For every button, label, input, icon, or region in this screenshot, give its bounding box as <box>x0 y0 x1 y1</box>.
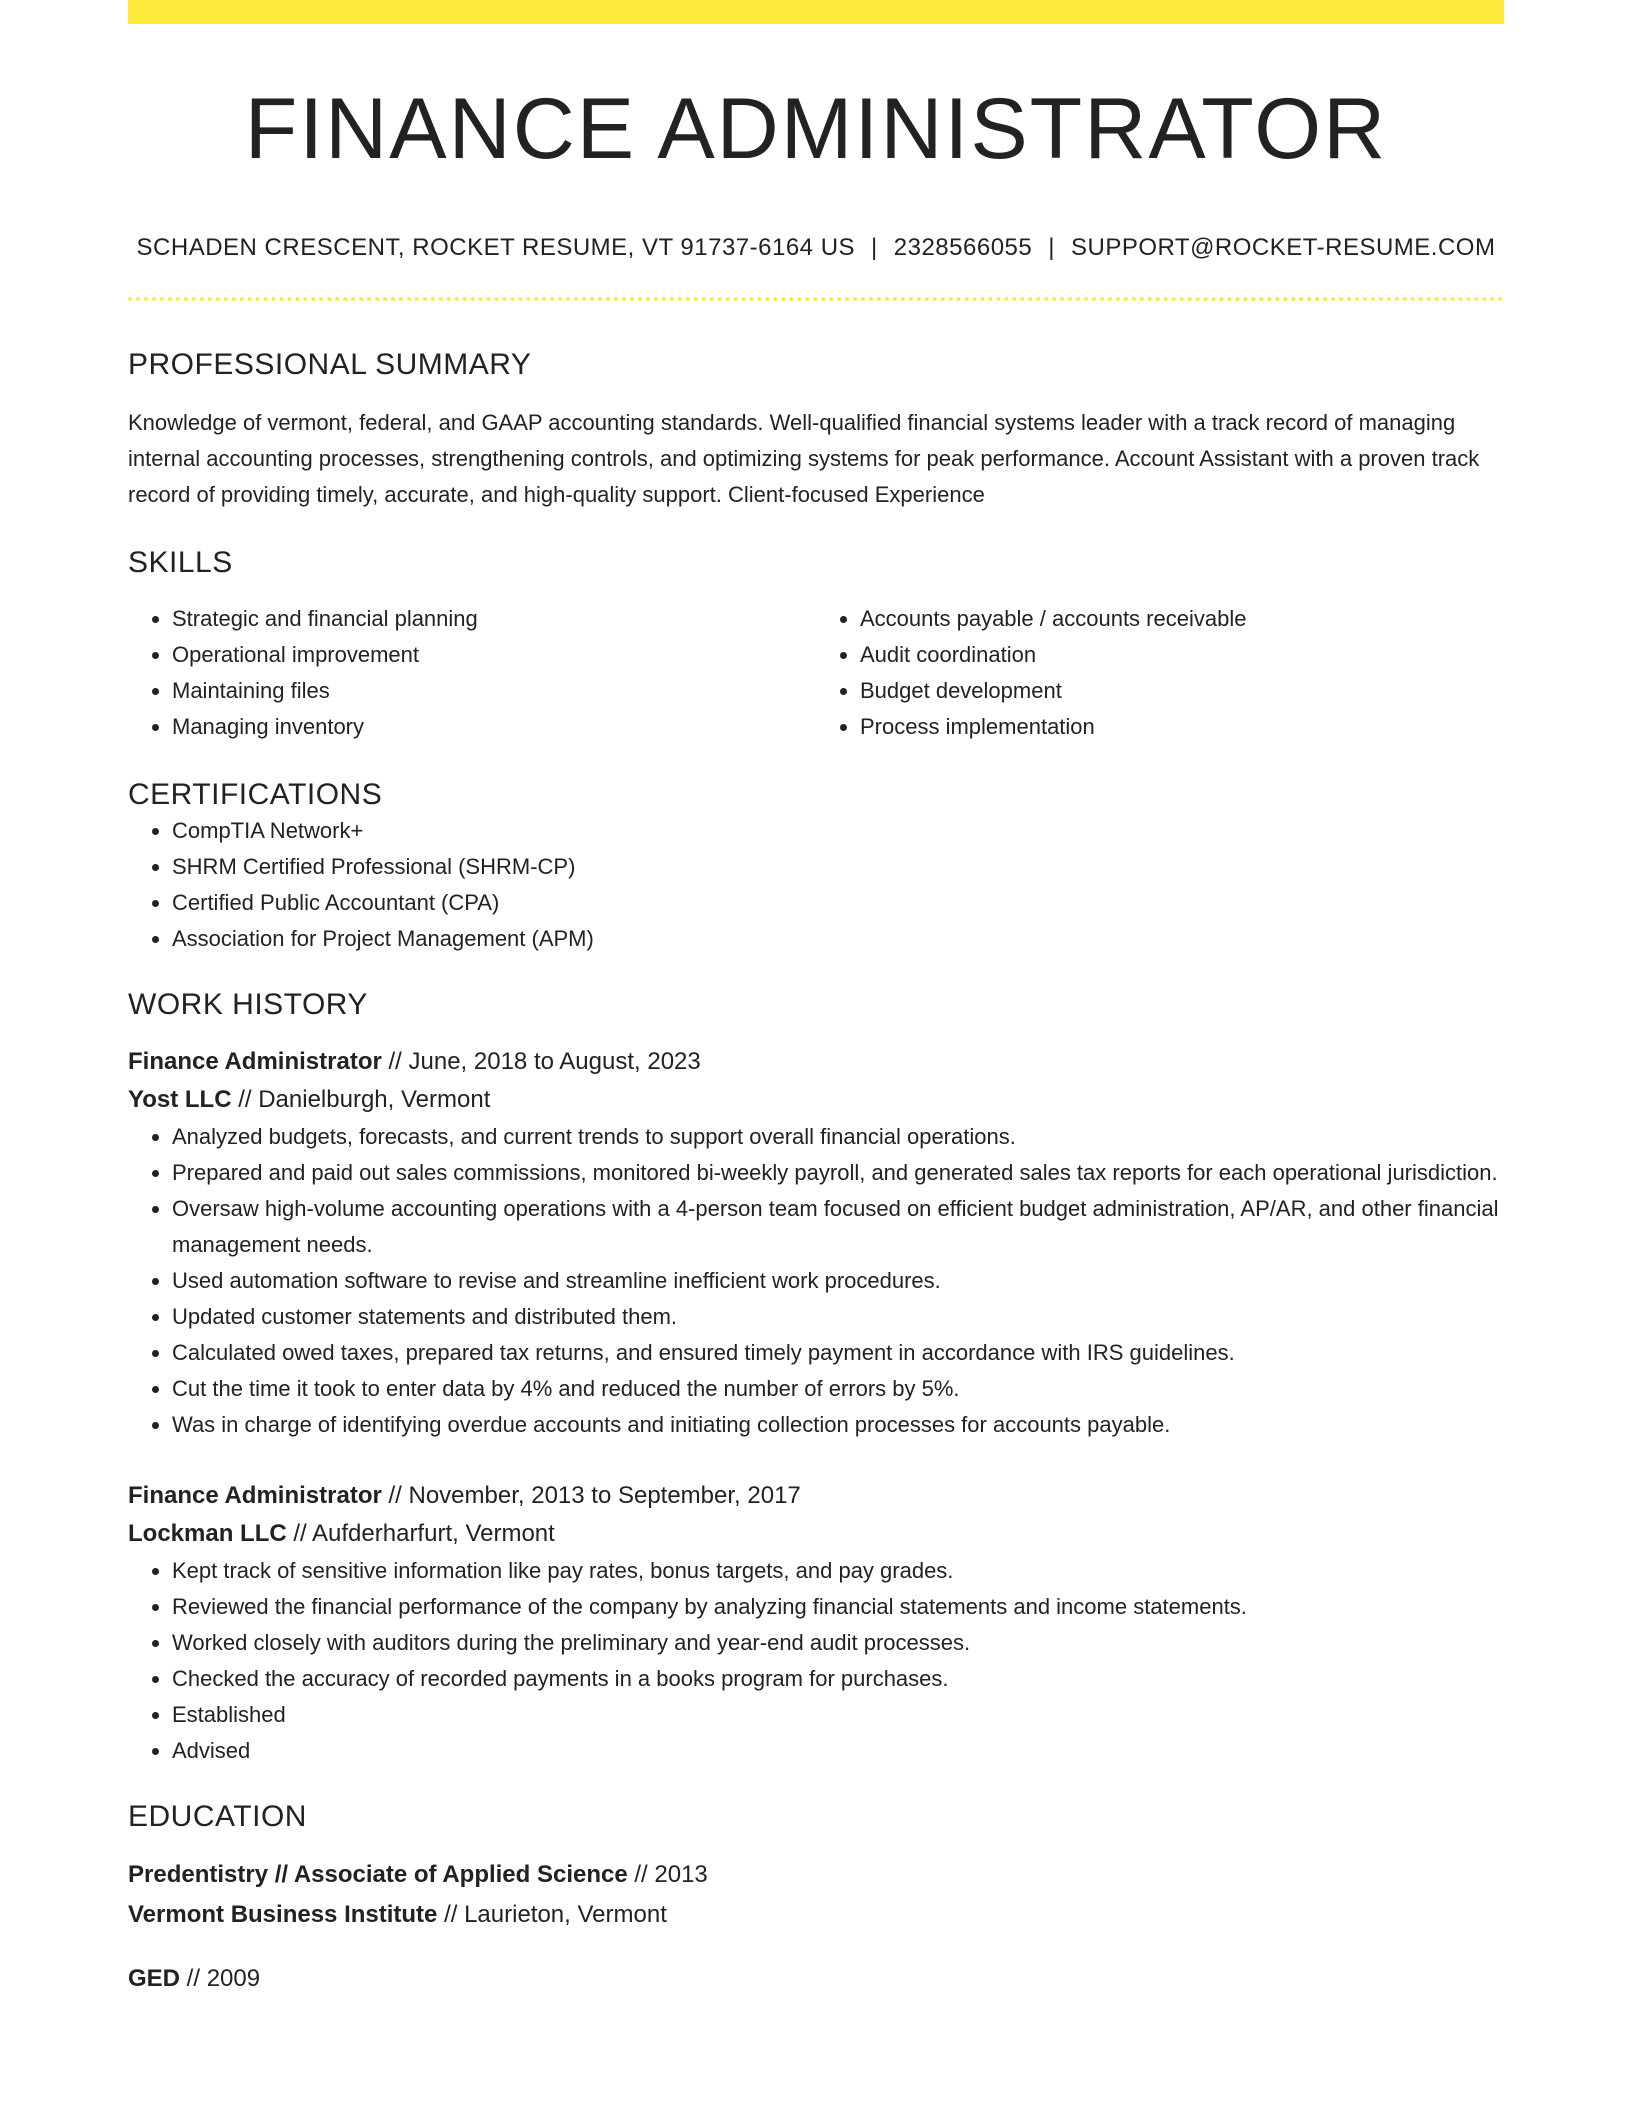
accent-bar <box>128 0 1504 24</box>
contact-line <box>128 234 1504 262</box>
job-bullet: • Reviewed the financial performance of the company by analyzing financial statements and income statements. <box>172 1589 1504 1625</box>
job-bullet: • Used automation software to revise and streamline inefficient work procedures. <box>172 1263 1504 1299</box>
skill-item: • Strategic and financial planning <box>172 601 816 637</box>
education-degree-line <box>128 1959 1504 1999</box>
job-bullet: • Prepared and paid out sales commissions, monitored bi-weekly payroll, and generated sales tax reports for each operational jurisdiction. <box>172 1155 1504 1191</box>
skill-item: • Operational improvement <box>172 637 816 673</box>
education-degree: GED <box>128 1965 181 1992</box>
resume-page <box>128 0 1504 1999</box>
job-role-line <box>128 1043 1504 1081</box>
job-dates: // June, 2018 to August, 2023 <box>381 1048 701 1075</box>
education-school-line <box>128 1895 1504 1935</box>
job-role: Finance Administrator <box>128 1482 382 1509</box>
job-company: Lockman LLC <box>128 1520 287 1547</box>
certification-item: • Certified Public Accountant (CPA) <box>172 885 1504 921</box>
job-bullet: • Advised <box>172 1733 1504 1769</box>
job-bullets <box>128 1553 1504 1769</box>
contact-separator: | <box>1048 234 1055 261</box>
skills-list-right <box>816 601 1504 745</box>
job-bullet: • Kept track of sensitive information like pay rates, bonus targets, and pay grades. <box>172 1553 1504 1589</box>
job-dates: // November, 2013 to September, 2017 <box>381 1482 801 1509</box>
job-bullet: • Calculated owed taxes, prepared tax returns, and ensured timely payment in accordance with IRS guidelines. <box>172 1335 1504 1371</box>
job-bullet: • Was in charge of identifying overdue accounts and initiating collection processes for accounts payable. <box>172 1407 1504 1443</box>
job-bullets <box>128 1119 1504 1443</box>
skill-item: • Process implementation <box>860 709 1504 745</box>
skill-item: • Budget development <box>860 673 1504 709</box>
education-school: Vermont Business Institute <box>128 1901 438 1928</box>
job-bullet: • Established <box>172 1697 1504 1733</box>
job-location: // Danielburgh, Vermont <box>231 1086 491 1113</box>
resume-title: FINANCE ADMINISTRATOR <box>244 81 1388 177</box>
education-year: // 2013 <box>627 1861 708 1888</box>
job-company-line <box>128 1515 1504 1553</box>
section-title-certifications: CERTIFICATIONS <box>128 778 383 811</box>
job-bullet: • Worked closely with auditors during the preliminary and year-end audit processes. <box>172 1625 1504 1661</box>
certifications-list <box>128 813 1504 957</box>
skills-columns <box>128 601 1504 745</box>
job-location: // Aufderharfurt, Vermont <box>286 1520 555 1547</box>
skill-item: • Accounts payable / accounts receivable <box>860 601 1504 637</box>
skill-item: • Audit coordination <box>860 637 1504 673</box>
job-company: Yost LLC <box>128 1086 232 1113</box>
job-role: Finance Administrator <box>128 1048 382 1075</box>
dotted-divider <box>128 297 1504 301</box>
education-degree: Predentistry // Associate of Applied Science <box>128 1861 628 1888</box>
skill-item: • Managing inventory <box>172 709 816 745</box>
job-bullet: • Cut the time it took to enter data by 4% and reduced the number of errors by 5%. <box>172 1371 1504 1407</box>
contact-email: SUPPORT@ROCKET-RESUME.COM <box>1070 234 1496 261</box>
job-bullet: • Oversaw high-volume accounting operations with a 4-person team focused on efficient budget administration, AP/AR, and other financial management needs. <box>172 1191 1504 1263</box>
section-title-work-history: WORK HISTORY <box>128 988 368 1021</box>
section-title-skills: SKILLS <box>128 546 233 579</box>
certification-item: • CompTIA Network+ <box>172 813 1504 849</box>
contact-address: SCHADEN CRESCENT, ROCKET RESUME, VT 91737-6164 US <box>136 234 856 261</box>
job-company-line <box>128 1081 1504 1119</box>
section-title-summary: PROFESSIONAL SUMMARY <box>128 348 532 381</box>
job-bullet: • Checked the accuracy of recorded payments in a books program for purchases. <box>172 1661 1504 1697</box>
job-bullet: • Updated customer statements and distributed them. <box>172 1299 1504 1335</box>
contact-separator: | <box>871 234 878 261</box>
job-bullet: • Analyzed budgets, forecasts, and current trends to support overall financial operations. <box>172 1119 1504 1155</box>
contact-phone: 2328566055 <box>893 234 1033 261</box>
education-location: // Laurieton, Vermont <box>437 1901 667 1928</box>
education-year: // 2009 <box>180 1965 261 1992</box>
education-degree-line <box>128 1855 1504 1895</box>
section-title-education: EDUCATION <box>128 1800 307 1833</box>
skill-item: • Maintaining files <box>172 673 816 709</box>
skills-list-left <box>128 601 816 745</box>
certification-item: • SHRM Certified Professional (SHRM-CP) <box>172 849 1504 885</box>
certification-item: • Association for Project Management (APM) <box>172 921 1504 957</box>
summary-text: Knowledge of vermont, federal, and GAAP accounting standards. Well-qualified financial systems leader with a track record of managing internal accounting processes, strengthening controls, and optimizing systems for peak performance. Account Assistant with a proven track record of providing timely, accurate, and high-quality support. Client-focused Experience <box>128 410 1480 507</box>
job-role-line <box>128 1477 1504 1515</box>
